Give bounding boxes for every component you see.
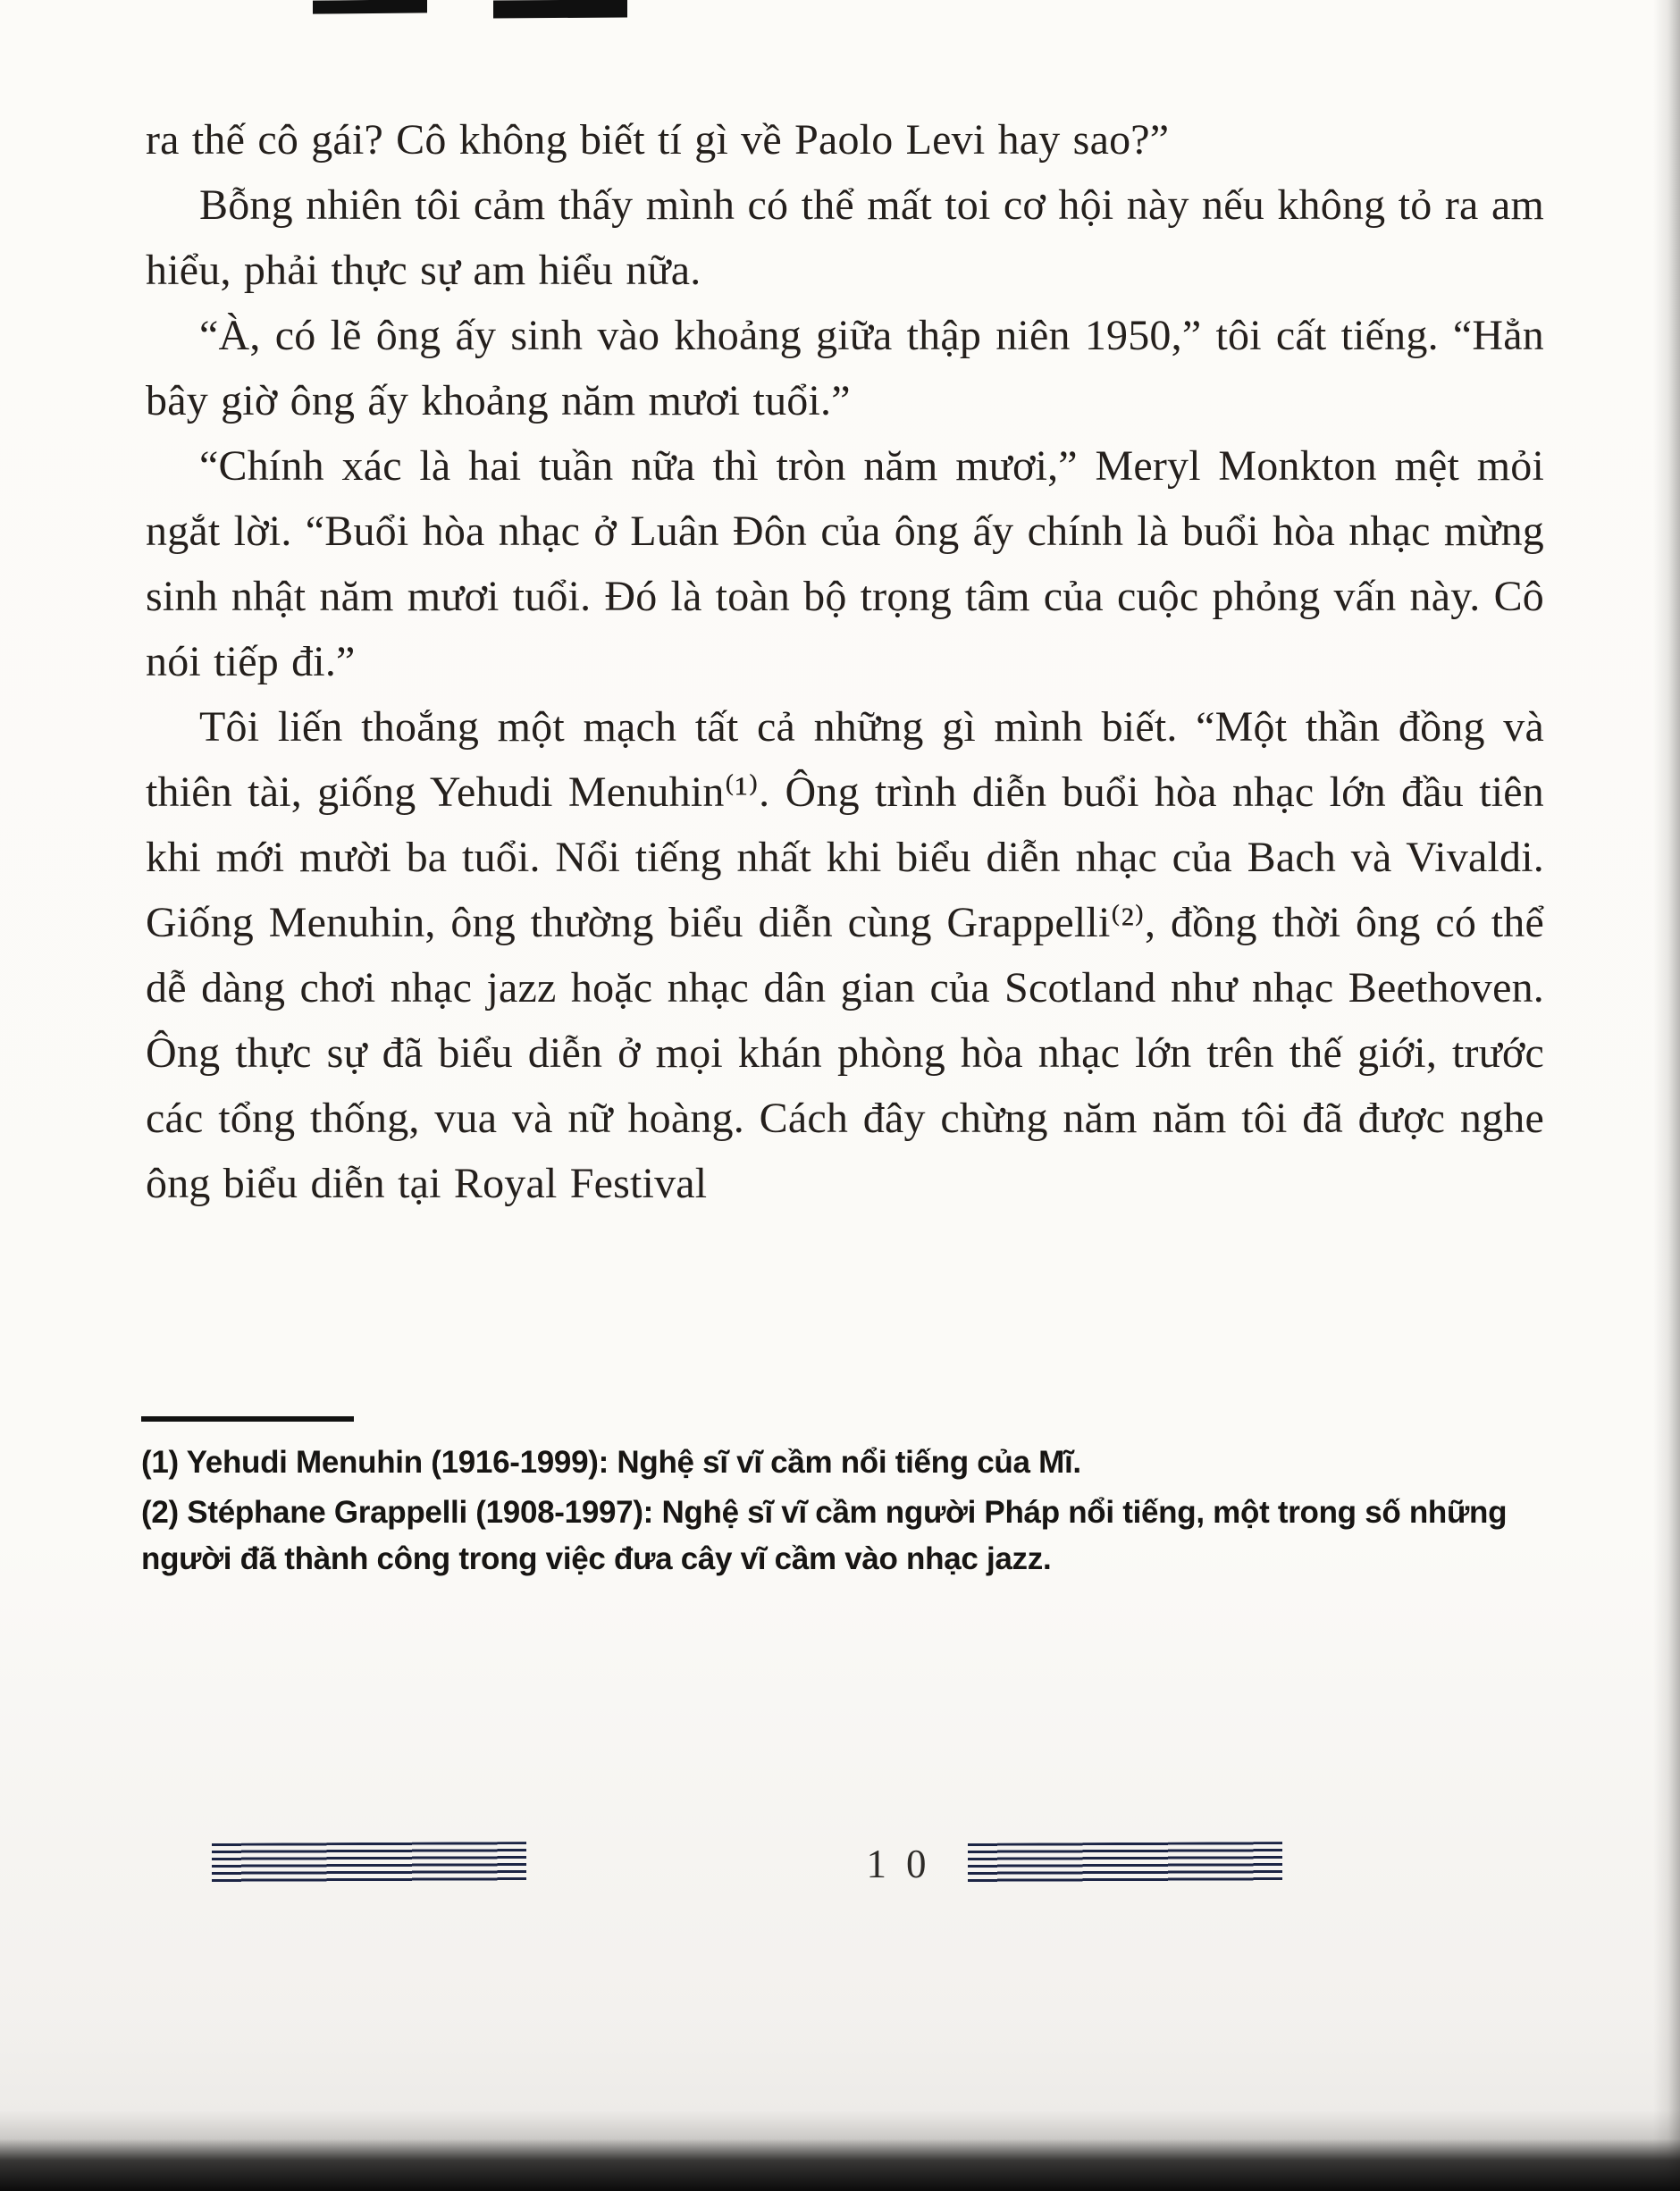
paragraph: Tôi liến thoắng một mạch tất cả những gì mình biết. “Một thần đồng và thiên tài, giống Yehudi Menuhin⁽¹⁾. Ông trình diễn buổi hòa nhạc lớn đầu tiên khi mới mười ba tuổi. Nổi tiếng nhất khi biểu diễn nhạc của Bach và Vivaldi. Giống Menuhin, ông thường biểu diễn cùng Grappelli⁽²⁾, đồng thời ông có thể dễ dàng chơi nhạc jazz hoặc nhạc dân gian của Scotland như nhạc Beethoven. Ông thực sự đã biểu diễn ở mọi khán phòng hòa nhạc lớn trên thế giới, trước các tổng thống, vua và nữ hoàng. Cách đây chừng năm năm tôi đã được nghe ông biểu diễn tại Royal Festival <box>146 703 1544 1207</box>
scan-artifact-top-right <box>493 0 627 19</box>
footnote-1: (1) Yehudi Menuhin (1916-1999): Nghệ sĩ vĩ cầm nổi tiếng của Mĩ. <box>141 1445 1081 1480</box>
paragraph: “Chính xác là hai tuần nữa thì tròn năm mươi,” Meryl Monkton mệt mỏi ngắt lời. “Buổi hòa nhạc ở Luân Đôn của ông ấy chính là buổi hòa nhạc mừng sinh nhật năm mươi tuổi. Đó là toàn bộ trọng tâm của cuộc phỏng vấn này. Cô nói tiếp đi.” <box>146 442 1544 685</box>
paragraph: Bỗng nhiên tôi cảm thấy mình có thể mất toi cơ hội này nếu không tỏ ra am hiểu, phải thực sự am hiểu nữa. <box>146 181 1544 294</box>
body-text <box>146 107 1544 1216</box>
page-footer <box>0 1837 1680 1900</box>
ornament-lines-right <box>968 1842 1282 1885</box>
footnote-separator-rule <box>141 1416 354 1422</box>
page-number: 10 <box>866 1842 946 1886</box>
footnote-area <box>141 1416 1533 1586</box>
scan-artifact-top-left <box>313 0 427 14</box>
paragraph-continuation: ra thế cô gái? Cô không biết tí gì về Paolo Levi hay sao?” <box>146 116 1170 164</box>
footnote-2: (2) Stéphane Grappelli (1908-1997): Nghệ sĩ vĩ cầm người Pháp nổi tiếng, một trong số những người đã thành công trong việc đưa cây vĩ cầm vào nhạc jazz. <box>141 1495 1508 1576</box>
ornament-lines-left <box>212 1842 526 1885</box>
paragraph: “À, có lẽ ông ấy sinh vào khoảng giữa thập niên 1950,” tôi cất tiếng. “Hẳn bây giờ ông ấy khoảng năm mươi tuổi.” <box>146 312 1544 424</box>
scan-shadow-bottom-edge <box>0 2111 1680 2191</box>
